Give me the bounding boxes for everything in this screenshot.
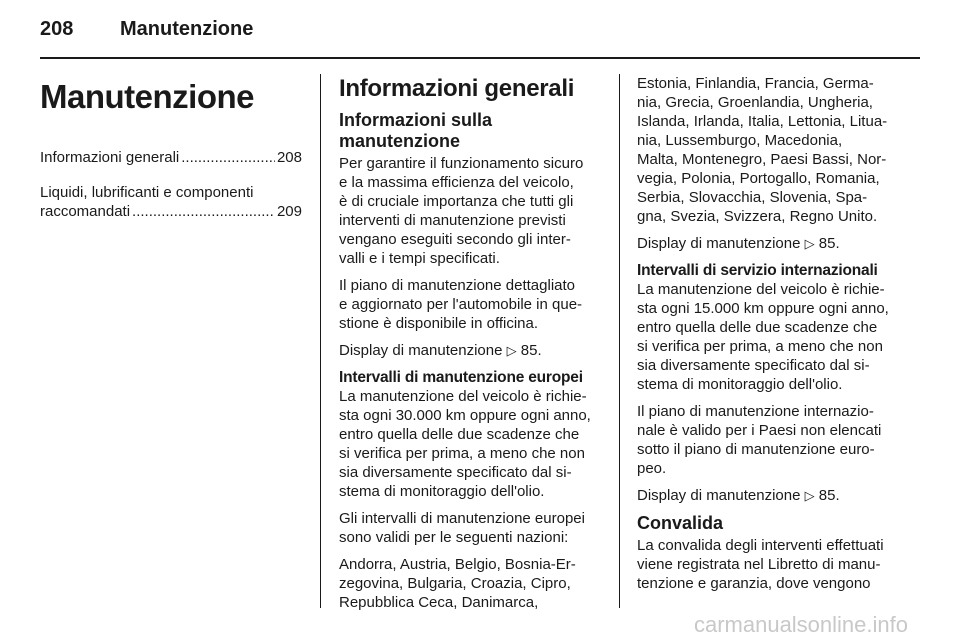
toc-entry[interactable] <box>40 183 302 229</box>
header-rule <box>40 57 920 59</box>
paragraph: Per garantire il funzionamento sicuro e la massima efficienza del veicolo, è di cruciale importanza che tutti gli interventi di manutenzione previsti vengano eseguiti secondo gli inter- valli e i tempi specificati. <box>339 155 584 267</box>
subsection-heading: Informazioni sulla manutenzione <box>339 110 493 151</box>
toc-entry-title-cont: raccomandati <box>40 203 131 220</box>
toc-leader-dots <box>132 202 275 221</box>
page-reference-icon: ▷ <box>804 236 815 251</box>
chapter-title: Manutenzione <box>40 78 254 115</box>
paragraph: Il piano di manutenzione dettagliato e aggiornato per l'automobile in que- stione è disponibile in officina. <box>339 277 583 332</box>
page-number: 208 <box>40 18 74 40</box>
cross-reference-link[interactable]: Display di manutenzione ▷ 85. <box>637 487 840 504</box>
page-reference-icon: ▷ <box>506 343 517 358</box>
watermark: carmanualsonline.info <box>693 612 908 637</box>
header-section-title: Manutenzione <box>120 18 254 40</box>
page-reference-icon: ▷ <box>804 488 815 503</box>
paragraph: Estonia, Finlandia, Francia, Germa- nia, Grecia, Groenlandia, Ungheria, Islanda, Irlanda, Italia, Lettonia, Litua- nia, Lussemburgo, Macedonia, Malta, Montenegro, Paesi Bassi, Nor- vegia, Polonia, Portogallo, Romania, Serbia, Slovacchia, Slovenia, Spa- gna, Svezia, Svizzera, Regno Unito. <box>637 75 888 225</box>
content-column-3 <box>637 74 901 601</box>
toc-entry[interactable] <box>40 148 302 175</box>
subsection-heading: Intervalli di servizio internazionali <box>637 262 878 279</box>
toc-entry-title: Informazioni generali <box>40 149 180 166</box>
page-header <box>40 18 253 41</box>
paragraph: La manutenzione del veicolo è richie- sta ogni 30.000 km oppure ogni anno, entro quella delle due scadenze che si verifica per prima, a meno che non sia diversamente specificato dal si- stema di monitoraggio dell'olio. <box>339 388 591 500</box>
toc-leader-dots <box>181 148 275 167</box>
paragraph: Gli intervalli di manutenzione europei sono validi per le seguenti nazioni: <box>339 510 585 546</box>
toc-entry-page: 209 <box>276 203 302 220</box>
column-divider-1 <box>320 74 321 608</box>
paragraph: La manutenzione del veicolo è richie- sta ogni 15.000 km oppure ogni anno, entro quella delle due scadenze che si verifica per prima, a meno che non sia diversamente specificato dal si- stema di monitoraggio dell'olio. <box>637 281 889 393</box>
subsection-heading: Intervalli di manutenzione europei <box>339 369 583 386</box>
cross-reference-link[interactable]: Display di manutenzione ▷ 85. <box>637 235 840 252</box>
subsection-heading: Convalida <box>637 513 724 533</box>
toc-entry-page: 208 <box>276 149 302 166</box>
toc-entry-title: Liquidi, lubrificanti e componenti <box>40 184 254 201</box>
paragraph: Andorra, Austria, Belgio, Bosnia-Er- zegovina, Bulgaria, Croazia, Cipro, Repubblica Ceca, Danimarca, <box>339 556 576 611</box>
paragraph: Il piano di manutenzione internazio- nale è valido per i Paesi non elencati sotto il piano di manutenzione euro- peo. <box>637 403 882 477</box>
content-column-2 <box>339 74 601 620</box>
cross-reference-link[interactable]: Display di manutenzione ▷ 85. <box>339 342 542 359</box>
column-divider-2 <box>619 74 620 608</box>
toc-column <box>40 74 302 237</box>
paragraph: La convalida degli interventi effettuati viene registrata nel Libretto di manu- tenzione e garanzia, dove vengono <box>637 537 884 592</box>
section-heading: Informazioni generali <box>339 75 575 102</box>
